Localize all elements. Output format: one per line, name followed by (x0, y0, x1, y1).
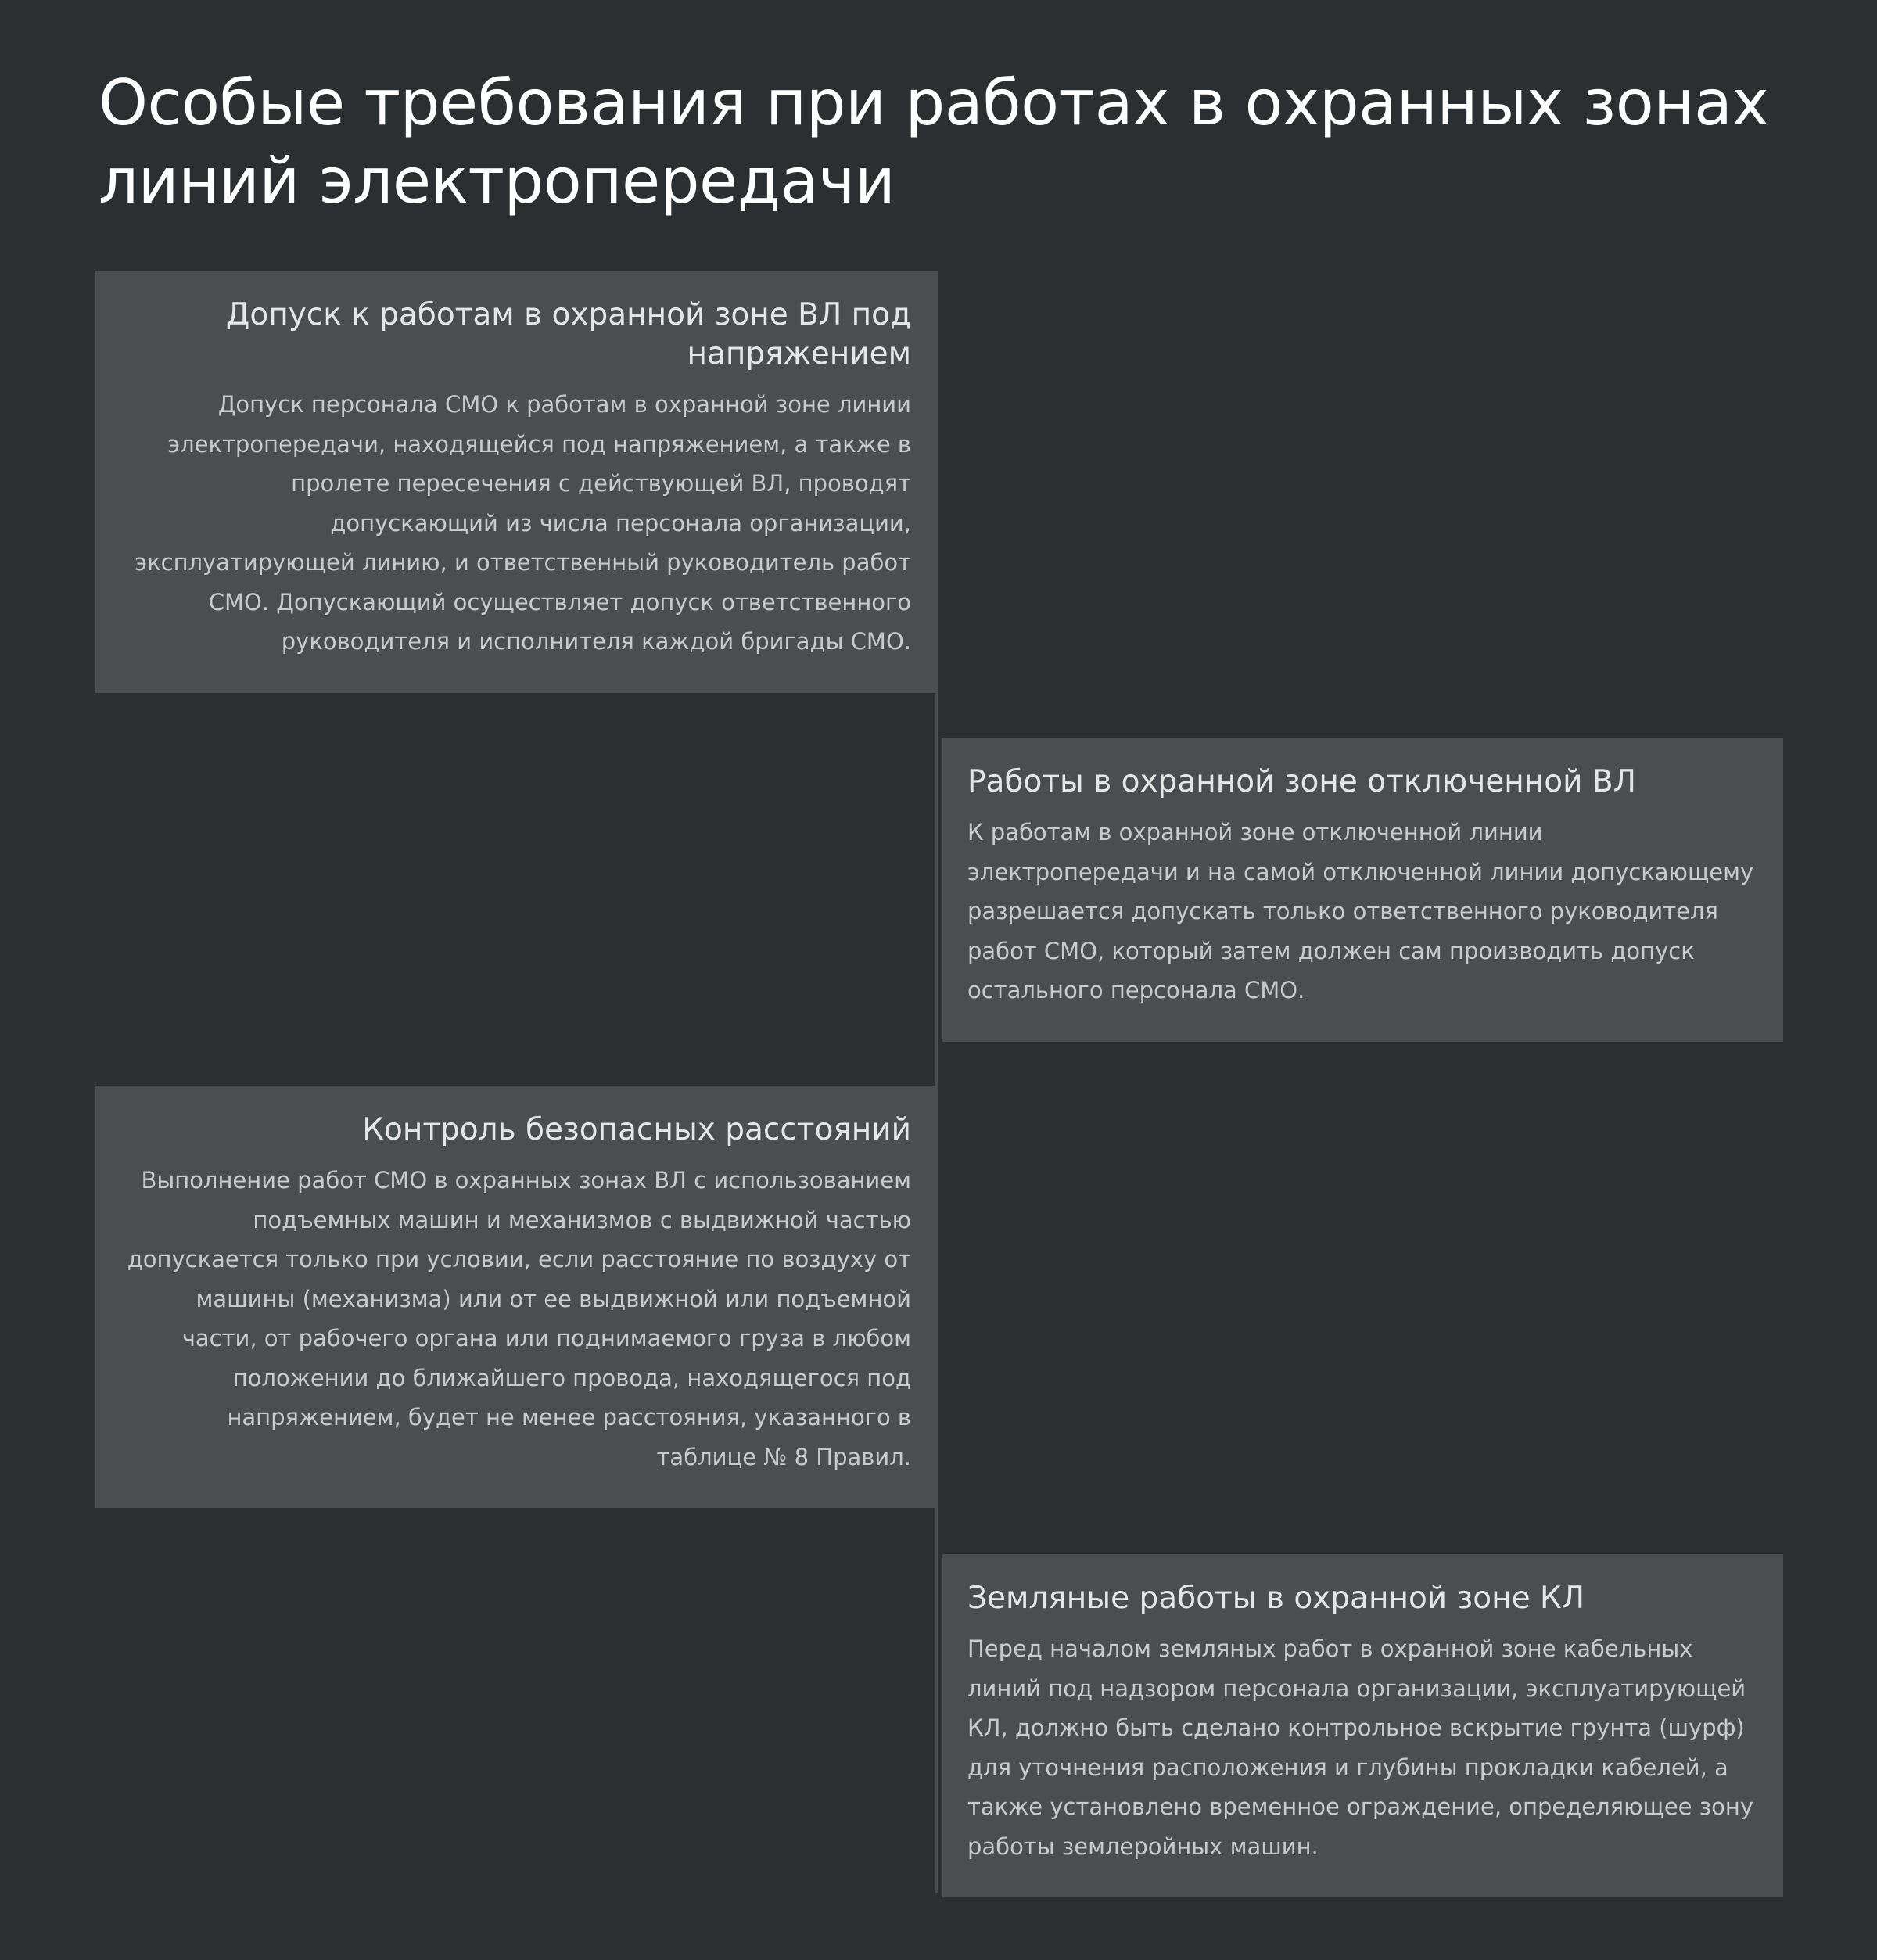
card-text: Выполнение работ СМО в охранных зонах ВЛ с использованием подъемных машин и механизмов с выдвижной частью допускается только при условии, если расстояние по воздуху от машины (механизма) или от ее выдвижной или подъемной части, от рабочего органа или поднимаемого груза в любом положении до ближайшего провода, находящегося под напряжением, будет не менее расстояния, указанного в таблице № 8 Правил. (127, 1167, 911, 1470)
timeline-card-3 (95, 1086, 936, 1508)
card-title: Работы в охранной зоне отключенной ВЛ (967, 764, 1636, 799)
timeline-card-1 (95, 271, 936, 693)
timeline-card-2 (942, 738, 1783, 1042)
card-title: Земляные работы в охранной зоне КЛ (967, 1581, 1585, 1616)
card-text: К работам в охранной зоне отключенной линии электропередачи и на самой отключенной линии допускающему разрешается допускать только ответственного руководителя работ СМО, который затем должен сам производить допуск остального персонала СМО. (967, 819, 1754, 1003)
card-title: Допуск к работам в охранной зоне ВЛ под напряжением (225, 297, 911, 372)
card-text: Допуск персонала СМО к работам в охранной зоне линии электропередачи, находящейся под напряжением, а также в пролете пересечения с действующей ВЛ, проводят допускающий из числа персонала организации, эксплуатирующей линию, и ответственный руководитель работ СМО. Допускающий осуществляет допуск ответственного руководителя и исполнителя каждой бригады СМО. (135, 391, 911, 655)
card-title: Контроль безопасных расстояний (362, 1112, 911, 1147)
card-text: Перед началом земляных работ в охранной зоне кабельных линий под надзором персонала организации, эксплуатирующей КЛ, должно быть сделано контрольное вскрытие грунта (шурф) для уточнения расположения и глубины прокладки кабелей, а также установлено временное ограждение, определяющее зону работы землеройных машин. (967, 1635, 1754, 1860)
timeline-card-4 (942, 1554, 1783, 1897)
page-title: Особые требования при работах в охранных зонах линий электропередачи (99, 66, 1769, 217)
